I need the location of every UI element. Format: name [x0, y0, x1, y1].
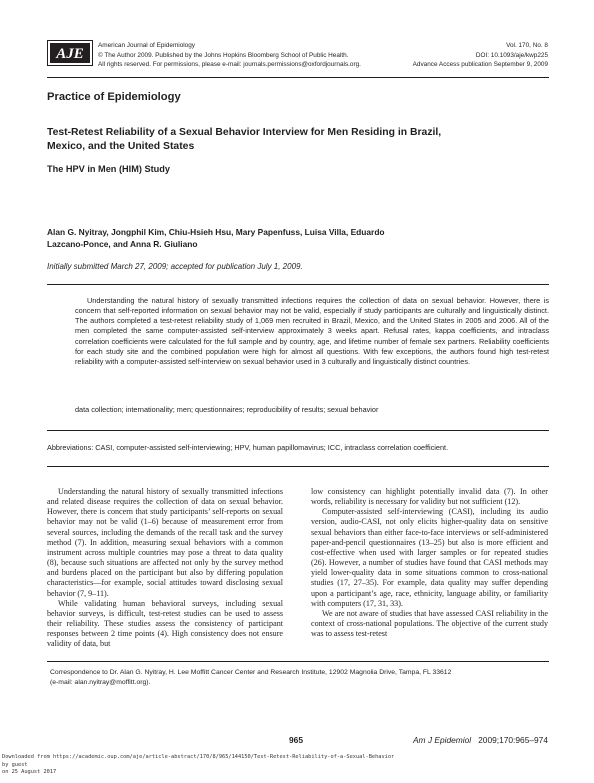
body-paragraph: We are not aware of studies that have assessed CASI reliability in the context of cross-national populations. The objective of the current study was to assess test-retest	[311, 608, 548, 639]
title-line: Test-Retest Reliability of a Sexual Behavior Interview for Men Residing in Brazil,	[47, 127, 442, 138]
logo-text: AJE	[56, 46, 84, 62]
abstract-top-rule	[47, 284, 549, 285]
abbreviations: Abbreviations: CASI, computer-assisted self-interviewing; HPV, human papillomavirus; ICC, intraclass correlation coefficient.	[47, 443, 449, 452]
abstract-bottom-rule	[47, 430, 549, 431]
body-paragraph: While validating human behavioral surveys, including sexual behavior surveys, is difficult, test-retest studies can be used to assess their reliability. These studies assess the consistency of participant responses between 2 time points (4). High consistency does not ensure validity of data, but	[47, 598, 283, 649]
article-title	[47, 126, 547, 154]
body-paragraph: low consistency can highlight potentially invalid data (7). In other words, reliability is necessary for validity but not sufficient (12).	[311, 487, 548, 507]
page-number: 965	[289, 735, 303, 745]
abbreviations-rule	[47, 466, 549, 467]
author-line: Lazcano-Ponce, and Anna R. Giuliano	[47, 239, 198, 249]
journal-name: American Journal of Epidemiology	[98, 42, 195, 49]
footer-citation	[413, 735, 548, 745]
abstract: Understanding the natural history of sexually transmitted infections requires the collection of data on sexual behavior. However, there is concern that self-reported information on sexual behavior may not be valid, especially if study participants are culturally and linguistically distinct. The authors completed a test-retest reliability study of 1,069 men recruited in Brazil, Mexico, and the United States in 2005 and 2006. All of the men completed the same computer-assisted self-interview approximately 3 weeks apart. Refusal rates, kappa coefficients, and intraclass correlation coefficients were calculated for the full sample and by country, age, and lifetime number of female sex partners. Reliability coefficients for each study site and the combined population were high for almost all questions. With few exceptions, the authors found high test-retest reliability with a computer-assisted self-interview on sexual behavior used in 3 culturally and linguistically distinct countries.	[75, 296, 549, 366]
footer-volume-pages: 2009;170:965–974	[478, 735, 548, 745]
download-by-line: by guest	[2, 761, 28, 768]
body-column-right	[311, 487, 548, 639]
article-info	[413, 41, 548, 70]
article-subtitle: The HPV in Men (HIM) Study	[47, 164, 171, 174]
copyright-line: © The Author 2009. Published by the Johns Hopkins Bloomberg School of Public Health.	[98, 51, 349, 59]
body-paragraph: Computer-assisted self-interviewing (CASI), including its audio version, audio-CASI, not only elicits higher-quality data on sensitive sexual behaviors than either face-to-face interviews or self-administered paper-and-pencil questionnaires (13–25) but also is more efficient and cost-effective when used with larger samples or for repeated studies (26). However, a number of studies have found that CASI methods may yield lower-quality data in some situations common to cross-national studies (17, 27–35). For example, data quality may suffer depending upon a participant’s age, race, ethnicity, language ability, or familiarity with computers (17, 31, 33).	[311, 507, 548, 608]
download-watermark	[2, 754, 394, 777]
keywords: data collection; internationality; men; questionnaires; reproducibility of results; sexual behavior	[75, 405, 379, 414]
permissions-line: All rights reserved. For permissions, please e-mail: journals.permissions@oxfordjournals.org.	[98, 61, 361, 69]
body-column-left	[47, 487, 283, 650]
author-list	[47, 226, 507, 250]
volume-line: Vol. 170, No. 8	[506, 42, 548, 49]
doi-line: DOI: 10.1093/aje/kwp225	[475, 51, 548, 59]
correspondence-rule	[47, 661, 549, 662]
footer-journal: Am J Epidemiol	[412, 735, 472, 745]
correspondence	[50, 668, 530, 688]
advance-access-line: Advance Access publication September 9, 2009	[412, 61, 548, 69]
journal-info	[98, 41, 361, 70]
correspondence-email: (e-mail: alan.nyitray@moffitt.org).	[50, 679, 151, 687]
section-heading: Practice of Epidemiology	[47, 91, 181, 103]
author-line: Alan G. Nyitray, Jongphil Kim, Chiu-Hsieh Hsu, Mary Papenfuss, Luisa Villa, Eduardo	[47, 227, 385, 237]
download-url-line[interactable]: Downloaded from https://academic.oup.com/aje/article-abstract/170/8/965/144150/Test-Retest-Reliability-of-a-Sexual-Behavior	[2, 754, 395, 760]
download-date-line: on 25 August 2017	[2, 769, 57, 776]
title-line: Mexico, and the United States	[47, 141, 195, 152]
correspondence-line: Correspondence to Dr. Alan G. Nyitray, H. Lee Moffitt Cancer Center and Research Institute, 12902 Magnolia Drive, Tampa, FL 33612	[50, 669, 452, 676]
submission-dates: Initially submitted March 27, 2009; accepted for publication July 1, 2009.	[47, 262, 303, 271]
header-rule	[47, 77, 549, 78]
body-paragraph: Understanding the natural history of sexually transmitted infections and related disease requires the collection of data on sexual behavior. However, there is concern that study participants’ self-reports on sexual behavior may not be valid (1–6) because of measurement error from several sources, including the demands of the recall task and the survey method (7). In addition, measuring sexual behaviors with a common instrument across multiple countries may pose a threat to data quality (8), because such situations are affected not only by the survey method and burdens placed on the participant but also by differing population characteristics—for example, social attitudes toward disclosing sexual behavior (7, 9–11).	[47, 487, 283, 598]
journal-logo	[47, 40, 93, 66]
